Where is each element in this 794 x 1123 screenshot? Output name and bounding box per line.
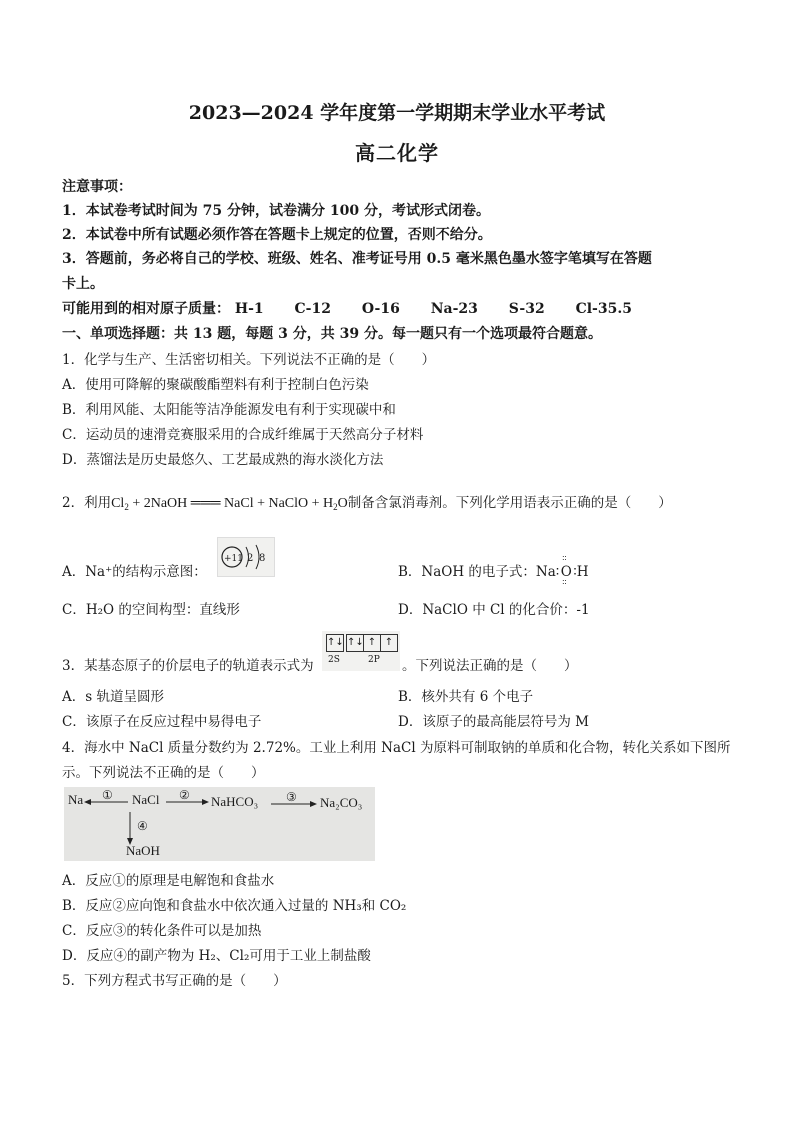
scheme-na: Na [68,792,84,807]
note-2: 2．本试卷中所有试题必须作答在答题卡上规定的位置，否则不给分。 [62,227,492,243]
atom-structure-icon [218,538,274,576]
svg-text:+11: +11 [224,554,243,564]
orbital-2s-box: ↑↓ [326,634,344,652]
orbital-2s-label: 2S [328,655,340,665]
reaction-2-label: ② [179,788,190,802]
mass-item: C-12 [294,301,331,317]
atomic-masses [62,298,658,318]
reaction-1-label: ① [102,788,113,802]
q2-stem-suffix: 制备含氯消毒剂。下列化学用语表示正确的是（ ） [347,495,672,511]
q3-option-a: A．s 轨道呈圆形 [62,689,164,705]
q3-option-b: B．核外共有 6 个电子 [398,689,534,705]
orbital-2p-box: ↑ [363,634,381,652]
q1-option-c: C．运动员的速滑竞赛服采用的合成纤维属于天然高分子材料 [62,427,424,443]
orbital-2p-box: ↑↓ [346,634,364,652]
q3-option-c: C．该原子在反应过程中易得电子 [62,714,262,730]
notes-heading: 注意事项： [62,179,132,195]
scheme-nahco3: NaHCO₃ [211,794,259,809]
q4-stem-2: 示。下列说法不正确的是（ ） [62,765,265,781]
q4-option-b: B．反应②应向饱和食盐水中依次通入过量的 NH₃和 CO₂ [62,898,407,914]
q4-option-d: D．反应④的副产物为 H₂、Cl₂可用于工业上制盐酸 [62,948,371,964]
q2-option-a: A．Na⁺的结构示意图： [62,564,207,580]
svg-text:8: 8 [259,553,266,564]
reaction-3-label: ③ [286,790,297,804]
exam-title: 2023—2024 学年度第一学期期末学业水平考试 [188,102,606,124]
q3-stem-prefix: 3．某基态原子的价层电子的轨道表示式为 [62,658,314,674]
mass-item: O-16 [361,301,400,317]
sodium-conversion-scheme [64,787,375,861]
note-3b: 卡上。 [62,276,104,292]
scheme-nacl: NaCl [132,792,160,807]
mass-item: S-32 [508,301,545,317]
q2-stem [62,491,672,512]
q2-option-c: C．H₂O 的空间构型：直线形 [62,602,240,618]
reaction-4-label: ④ [137,819,148,833]
q5-stem: 5．下列方程式书写正确的是（ ） [62,973,287,989]
orbital-2p-label: 2P [368,655,380,665]
oxygen-with-dots: ∶∶ O ∶∶ [560,554,572,587]
q1-option-b: B．利用风能、太阳能等洁净能源发电有利于实现碳中和 [62,402,396,418]
q2-stem-prefix: 2．利用 [62,495,112,511]
q1-stem: 1．化学与生产、生活密切相关。下列说法不正确的是（ ） [62,352,436,368]
atomic-masses-label: 可能用到的相对原子质量： [62,301,230,317]
q1-option-d: D．蒸馏法是历史最悠久、工艺最成熟的海水淡化方法 [62,452,384,468]
q3-option-d: D．该原子的最高能层符号为 M [398,714,589,730]
q2-option-b-text: B．NaOH 的电子式：Na∶ [398,564,560,580]
orbital-2p-box: ↑ [380,634,398,652]
scheme-naoh: NaOH [126,843,160,858]
q2-option-b-tail: ∶H [573,564,589,580]
scheme-na2co3: Na₂CO₃ [320,795,363,810]
q4-stem-1: 4．海水中 NaCl 质量分数约为 2.72%。工业上利用 NaCl 为原料可制取钠的单质和化合物，转化关系如下图所 [62,740,731,756]
note-1: 1．本试卷考试时间为 75 分钟，试卷满分 100 分，考试形式闭卷。 [62,203,490,219]
section-heading: 一、单项选择题：共 13 题，每题 3 分，共 39 分。每一题只有一个选项最符合题意。 [62,326,602,342]
na-ion-structure-diagram [217,537,275,577]
q2-equation: $Cl_2$ + 2NaOH ═══ NaCl + NaClO + $H_2O$ [111,496,348,512]
q4-option-c: C．反应③的转化条件可以是加热 [62,923,262,939]
exam-subject: 高二化学 [355,141,439,165]
mass-item: Na-23 [430,301,478,317]
mass-item: H-1 [234,301,264,317]
q3-stem-suffix: 。下列说法正确的是（ ） [402,658,578,674]
mass-item: Cl-35.5 [575,301,632,317]
svg-text:2: 2 [247,553,254,564]
q2-option-d: D．NaClO 中 Cl 的化合价：-1 [398,602,590,618]
orbital-diagram [322,631,400,671]
note-3a: 3．答题前，务必将自己的学校、班级、姓名、准考证号用 0.5 毫米黑色墨水签字笔填写在答题 [62,251,652,267]
q1-option-a: A．使用可降解的聚碳酸酯塑料有利于控制白色污染 [62,377,369,393]
q4-option-a: A．反应①的原理是电解饱和食盐水 [62,873,275,889]
q2-option-b [398,554,589,587]
